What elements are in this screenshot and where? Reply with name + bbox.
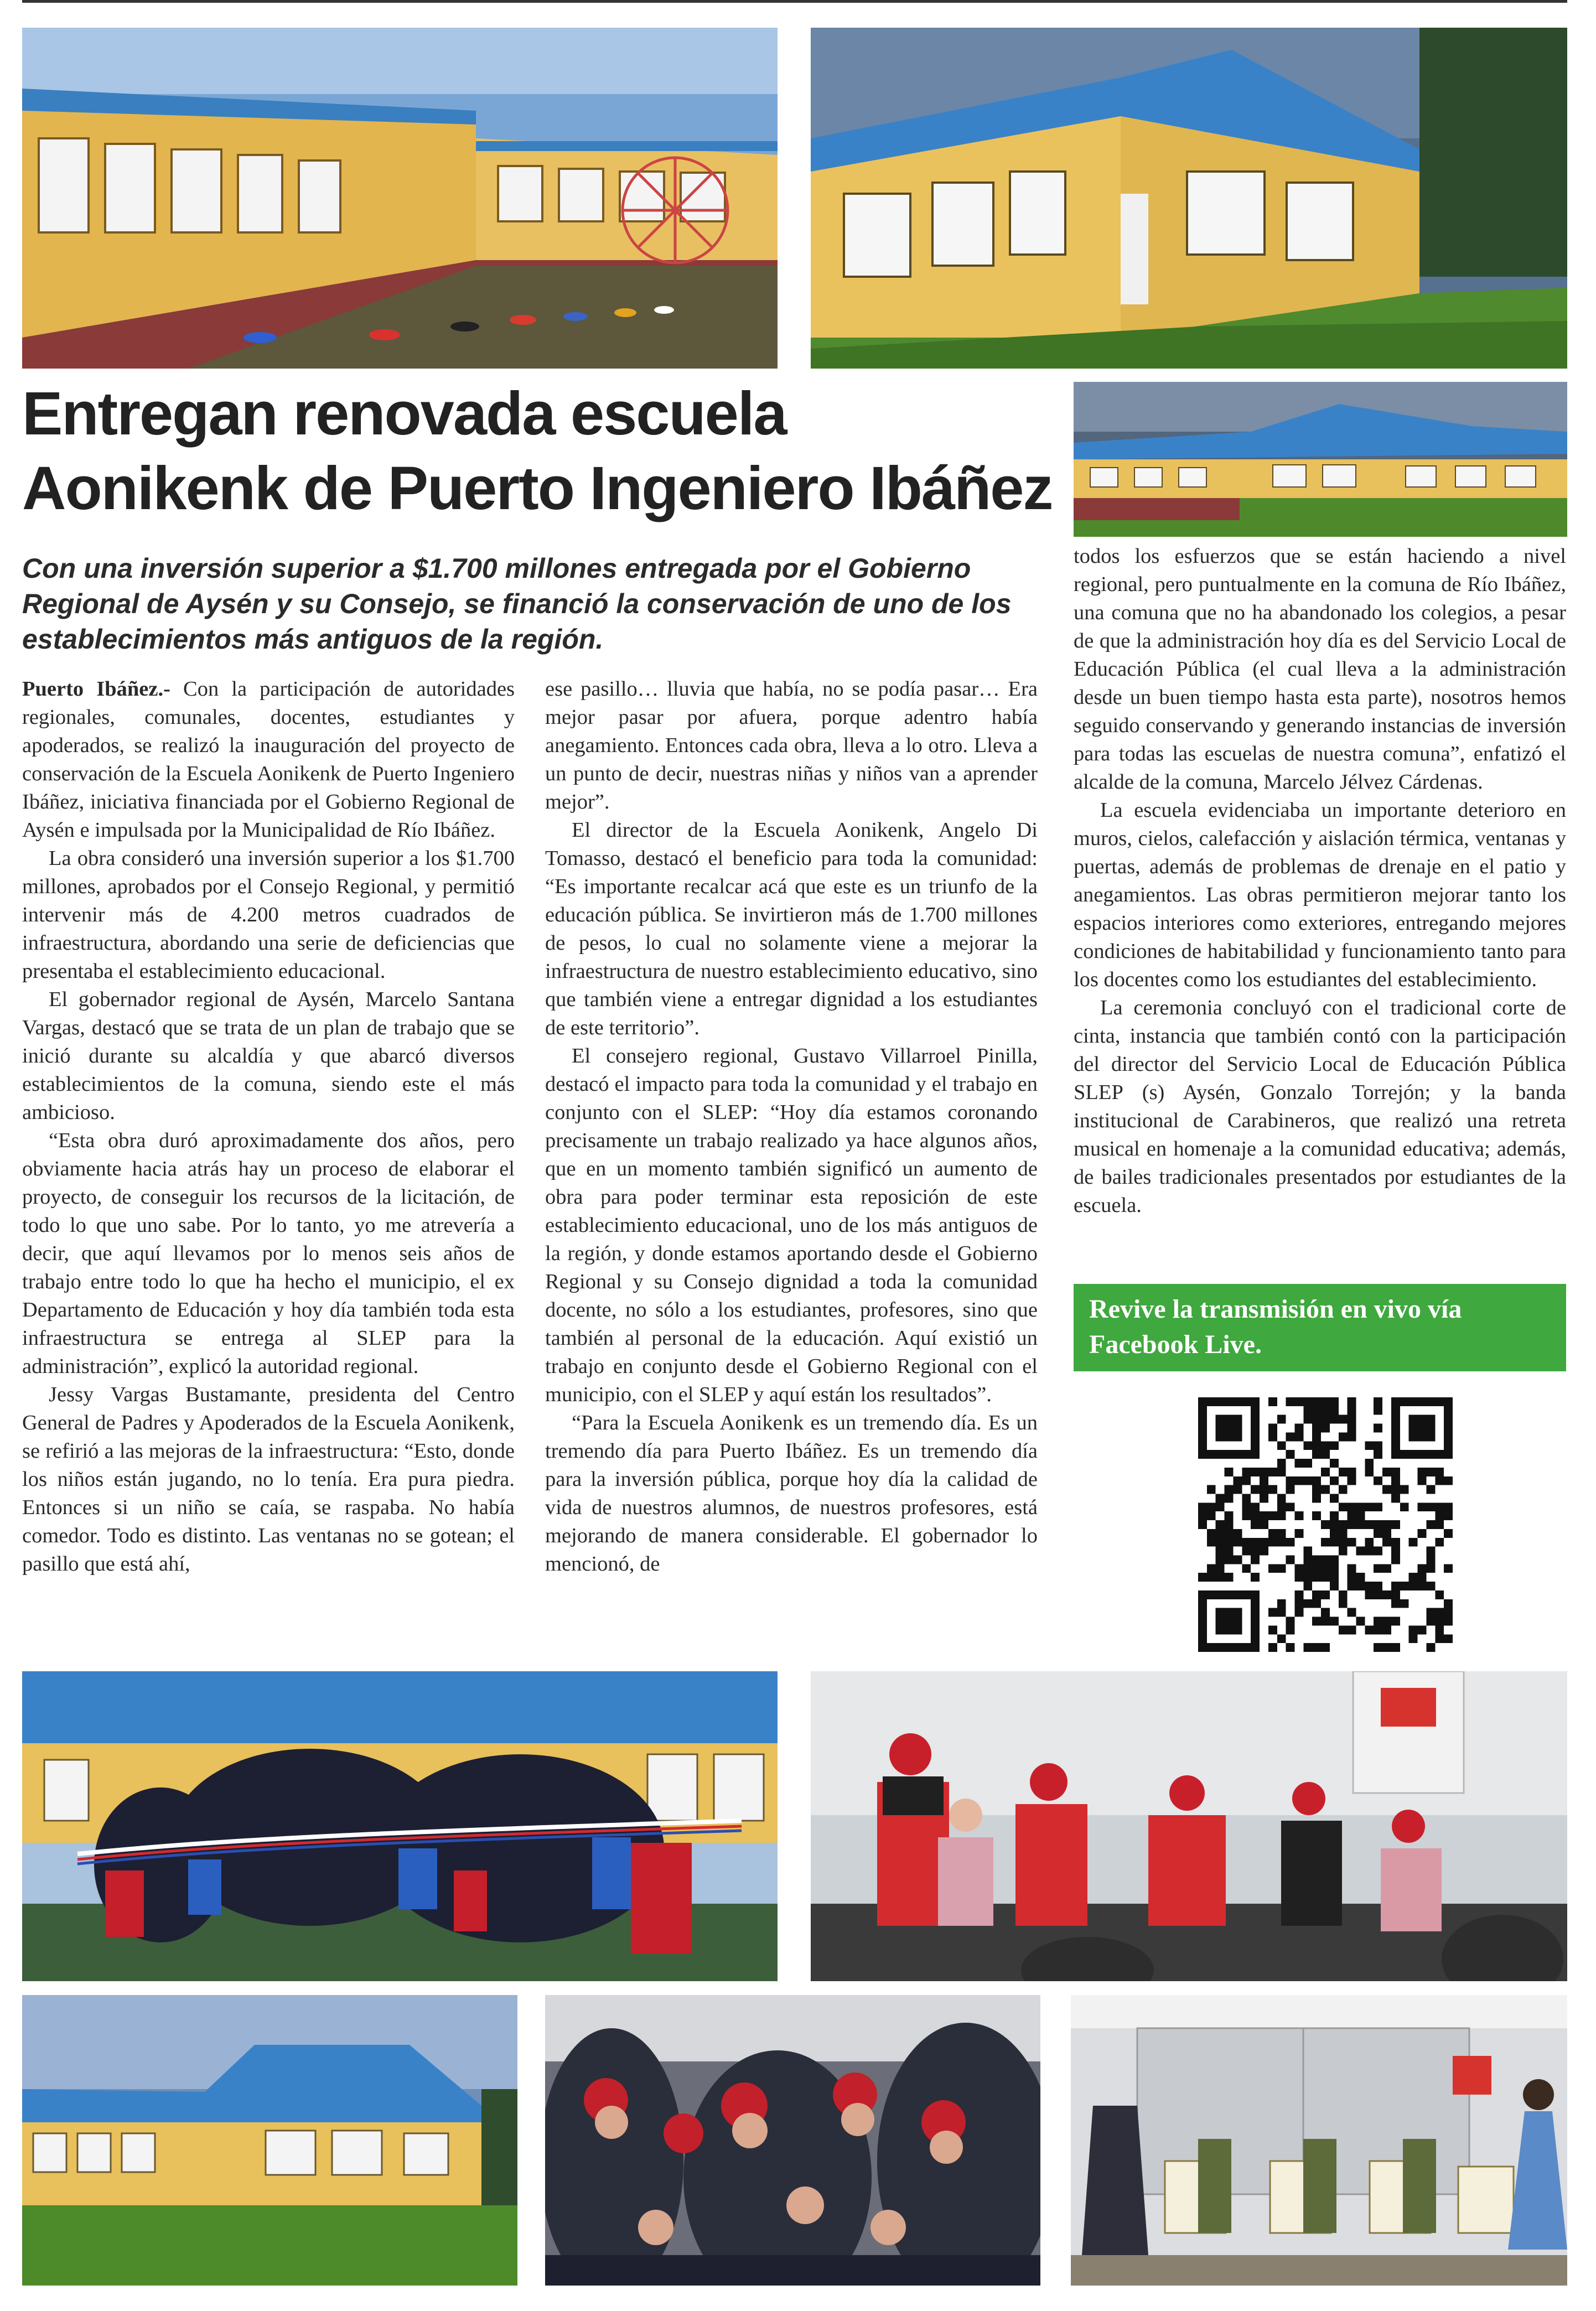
school-courtyard-photo bbox=[22, 28, 778, 369]
students-audience-photo bbox=[545, 1995, 1040, 2286]
paragraph: El consejero regional, Gustavo Villarroel Pinilla, destacó el impacto para toda la comunidad y el trabajo en conjunto con el SLEP: “Hoy día estamos coronando precisamente un trabajo realizado ya hace algunos años, que en un momento también significó un aumento de obra para poder terminar esta reposición de este establecimiento educacional, uno de los más antiguos de la región, y donde estamos aportando desde el Gobierno Regional y su Consejo dignidad a toda la comunidad docente, no sólo a los estudiantes, profesores, sino que también al personal de la educación. Aquí existió un trabajo en conjunto desde el Gobierno Regional con el municipio, con el SLEP y aquí están los resultados”. bbox=[545, 1044, 1038, 1406]
paragraph: “Para la Escuela Aonikenk es un tremendo día. Es un tremendo día para Puerto Ibáñez. Es un tremendo día para la inversión pública, porque hoy día la calidad de vida de nuestros alumnos, de nuestros profesores, está mejorando de manera considerable. El gobernador lo mencionó, de bbox=[545, 1411, 1038, 1576]
article-column-2 bbox=[545, 675, 1038, 1578]
article-column-3 bbox=[1074, 542, 1566, 1220]
ribbon-cutting-photo bbox=[22, 1671, 778, 1981]
lead-text: Con la participación de autoridades regionales, comunales, docentes, estudiantes y apoderados, se realizó la inauguración del proyecto de conservación de la Escuela Aonikenk de Puerto Ingeniero Ibáñez, iniciativa financiada por el Gobierno Regional de Aysén e impulsada por la Municipalidad de Río Ibáñez. bbox=[22, 677, 515, 842]
paragraph bbox=[22, 675, 515, 844]
school-panorama-photo bbox=[1074, 382, 1567, 537]
dancers-photo bbox=[811, 1671, 1567, 1981]
top-rule bbox=[22, 0, 1567, 3]
school-building-corner-photo bbox=[811, 28, 1567, 369]
paragraph: todos los esfuerzos que se están haciendo a nivel regional, pero puntualmente en la comuna de Río Ibáñez, una comuna que no ha abandonado los colegios, a pesar de que la administración hoy día es del Servicio Local de Educación Pública (el cual lleva a la administración desde un buen tiempo hasta esta parte), nosotros hemos seguido conservando y generando instancias de inversión para todas las escuelas de nuestra comuna”, enfatizó el alcalde de la comuna, Marcelo Jélvez Cárdenas. bbox=[1074, 545, 1566, 794]
qr-code[interactable] bbox=[1198, 1397, 1453, 1652]
paragraph: ese pasillo… lluvia que había, no se podía pasar… Era mejor pasar por afuera, porque adentro había anegamiento. Entonces cada obra, lleva a lo otro. Lleva a un punto de decir, nuestras niñas y niños van a aprender mejor”. bbox=[545, 677, 1038, 813]
headline: Entregan renovada escuela Aonikenk de Puerto Ingeniero Ibáñez bbox=[22, 380, 1053, 522]
paragraph: El director de la Escuela Aonikenk, Angelo Di Tomasso, destacó el beneficio para toda la comunidad: “Es importante recalcar acá que este es un triunfo de la educación pública. Se invirtieron más de 1.700 millones de pesos, lo cual no solamente viene a mejorar la infraestructura de nuestro establecimiento educativo, sino que también viene a entregar dignidad a los estudiantes de este territorio”. bbox=[545, 818, 1038, 1039]
paragraph: El gobernador regional de Aysén, Marcelo Santana Vargas, destacó que se trata de un plan de trabajo que se inició durante su alcaldía y que abarcó diversos establecimientos de la comuna, siendo este el más ambicioso. bbox=[22, 988, 515, 1124]
qr-code-icon bbox=[1198, 1397, 1453, 1652]
paragraph: Jessy Vargas Bustamante, presidenta del Centro General de Padres y Apoderados de la Escuela Aonikenk, se refirió a las mejoras de la infraestructura: “Esto, donde los niños están jugando, no lo tenía. Era pura piedra. Entonces si un niño se caía, se raspaba. No había comedor. Todo es distinto. Las ventanas no se gotean; el pasillo que está ahí, bbox=[22, 1383, 515, 1576]
paragraph: La obra consideró una inversión superior a los $1.700 millones, aprobados por el Consejo Regional, y permitió intervenir más de 4.200 metros cuadrados de infraestructura, abordando una serie de deficiencias que presentaba el establecimiento educacional. bbox=[22, 847, 515, 983]
subhead: Con una inversión superior a $1.700 millones entregada por el Gobierno Regional de Aysén y su Consejo, se financió la conservación de uno de los establecimientos más antiguos de la región. bbox=[22, 553, 1012, 655]
dateline: Puerto Ibáñez.- bbox=[22, 677, 170, 701]
paragraph: La ceremonia concluyó con el tradicional corte de cinta, instancia que también contó con la participación del director del Servicio Local de Educación Pública SLEP (s) Aysén, Gonzalo Torrejón; y la banda institucional de Carabineros, que realizó una retreta musical en homenaje a la comunidad educativa; además, de bailes tradicionales presentados por estudiantes de la escuela. bbox=[1074, 996, 1566, 1217]
paragraph: La escuela evidenciaba un importante deterioro en muros, cielos, calefacción y aislación térmica, ventanas y puertas, además de problemas de drenaje en el patio y anegamientos. Las obras permitieron mejorar tanto los espacios interiores como exteriores, entregando mejores condiciones de habitabilidad y funcionamiento tanto para los docentes como los estudiantes del establecimiento. bbox=[1074, 799, 1566, 991]
dance-performance-photo bbox=[1071, 1995, 1567, 2286]
octagonal-building-photo bbox=[22, 1995, 517, 2286]
paragraph: “Esta obra duró aproximadamente dos años, pero obviamente hacia atrás hay un proceso de elaborar el proyecto, de conseguir los recursos de la licitación, de todo lo que uno sabe. Por lo tanto, yo me atrevería a decir, que aquí llevamos por lo menos seis años de trabajo entre todo lo que ha hecho el municipio, el ex Departamento de Educación y hoy día también toda esta infraestructura se entrega al SLEP para la administración”, explicó la autoridad regional. bbox=[22, 1129, 515, 1378]
article-column-1 bbox=[22, 675, 515, 1578]
facebook-live-box[interactable]: Revive la transmisión en vivo vía Facebook Live. bbox=[1074, 1284, 1566, 1371]
